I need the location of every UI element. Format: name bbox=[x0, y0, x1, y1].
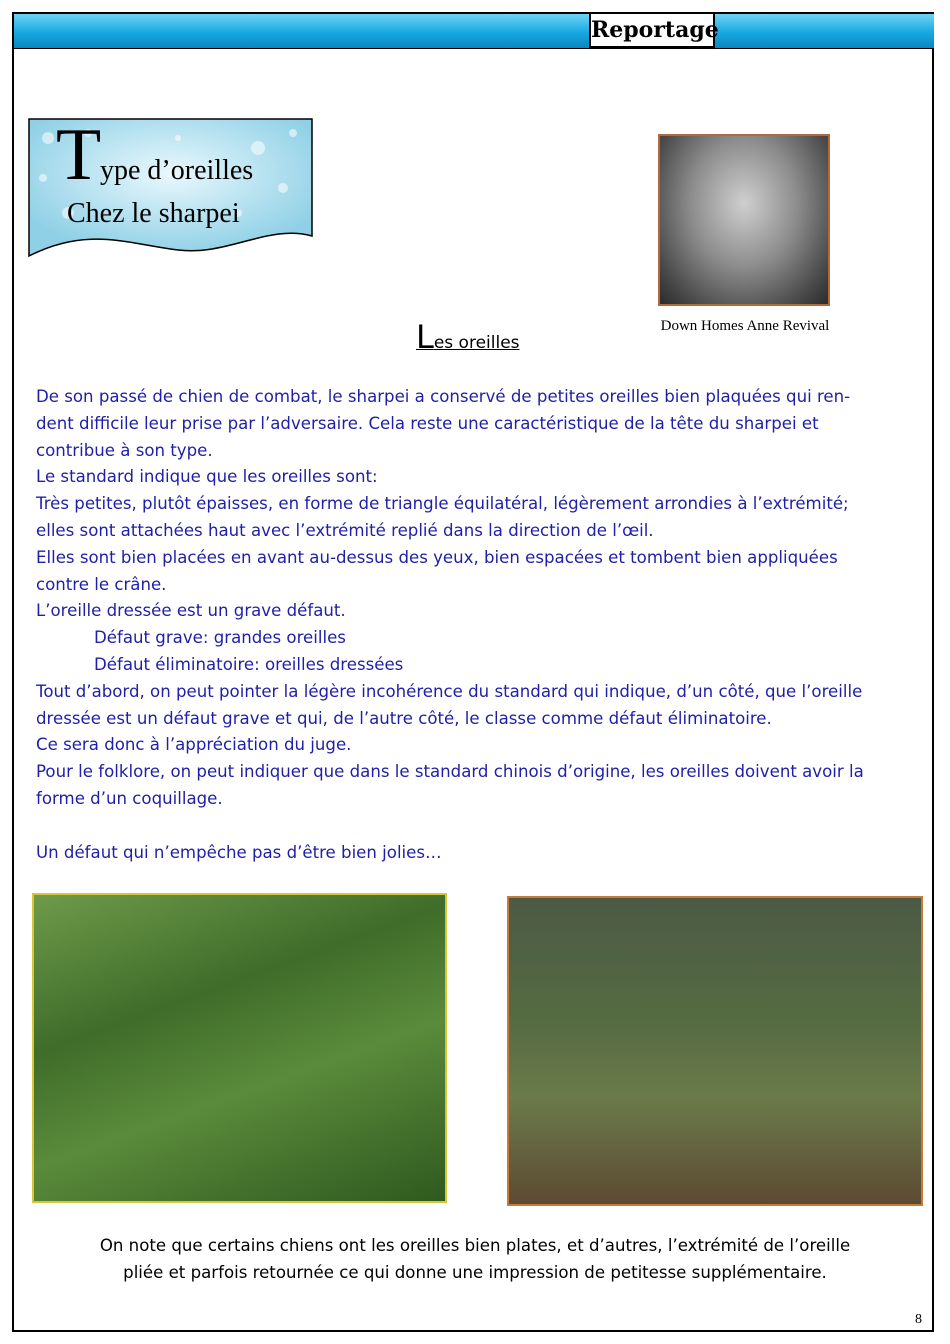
closing-line1: On note que certains chiens ont les oreilles bien plates, et d’autres, l’extrémité de l’oreille bbox=[99, 1236, 851, 1255]
section-heading-rest: es oreilles bbox=[433, 333, 520, 353]
body-line: Ce sera donc à l’appréciation du juge. bbox=[36, 735, 352, 755]
body-line: Très petites, plutôt épaisses, en forme de triangle équilatéral, légèrement arrondies à l’extrémité; bbox=[36, 494, 849, 514]
body-line: contre le crâne. bbox=[36, 574, 167, 594]
section-heading-cap: L bbox=[416, 318, 434, 356]
body-line: Défaut grave: grandes oreilles bbox=[94, 628, 346, 648]
title-line2: Chez le sharpei bbox=[67, 198, 240, 229]
header-bar bbox=[14, 14, 934, 49]
portrait-caption: Down Homes Anne Revival bbox=[660, 318, 830, 334]
body-line: Défaut éliminatoire: oreilles dressées bbox=[94, 654, 404, 674]
body-line: Le standard indique que les oreilles sont: bbox=[36, 467, 378, 487]
dog-photo-left bbox=[32, 893, 447, 1203]
section-tab: Reportage bbox=[589, 12, 715, 48]
title-line1: ype d’oreilles bbox=[100, 155, 254, 186]
body-line: Pour le folklore, on peut indiquer que dans le standard chinois d’origine, les oreilles doivent avoir la bbox=[36, 762, 864, 782]
body-line: Elles sont bien placées en avant au-dessus des yeux, bien espacées et tombent bien appliquées bbox=[36, 547, 838, 567]
closing-line2: pliée et parfois retournée ce qui donne une impression de petitesse supplémentaire. bbox=[123, 1263, 827, 1282]
article-body bbox=[36, 384, 926, 866]
page-number: 8 bbox=[915, 1312, 922, 1327]
body-line: De son passé de chien de combat, le sharpei a conservé de petites oreilles bien plaquées qui ren- bbox=[36, 387, 851, 406]
body-line: dent difficile leur prise par l’adversaire. Cela reste une caractéristique de la tête du sharpei et bbox=[36, 413, 819, 433]
closing-paragraph bbox=[40, 1232, 910, 1286]
body-line: dressée est un défaut grave et qui, de l’autre côté, le classe comme défaut éliminatoire. bbox=[36, 708, 772, 728]
body-line: Un défaut qui n’empêche pas d’être bien jolies… bbox=[36, 842, 442, 862]
section-heading bbox=[416, 318, 520, 356]
body-line: L’oreille dressée est un grave défaut. bbox=[36, 601, 346, 621]
body-line: elles sont attachées haut avec l’extrémité replié dans la direction de l’œil. bbox=[36, 520, 654, 540]
dog-portrait-photo bbox=[658, 134, 830, 306]
body-line: contribue à son type. bbox=[36, 440, 213, 460]
dog-photo-right bbox=[507, 896, 923, 1206]
body-line: forme d’un coquillage. bbox=[36, 788, 223, 808]
body-line bbox=[36, 813, 926, 840]
title-drop-cap: T bbox=[56, 114, 102, 196]
body-line: Tout d’abord, on peut pointer la légère incohérence du standard qui indique, d’un côté, que l’oreille bbox=[36, 681, 863, 701]
